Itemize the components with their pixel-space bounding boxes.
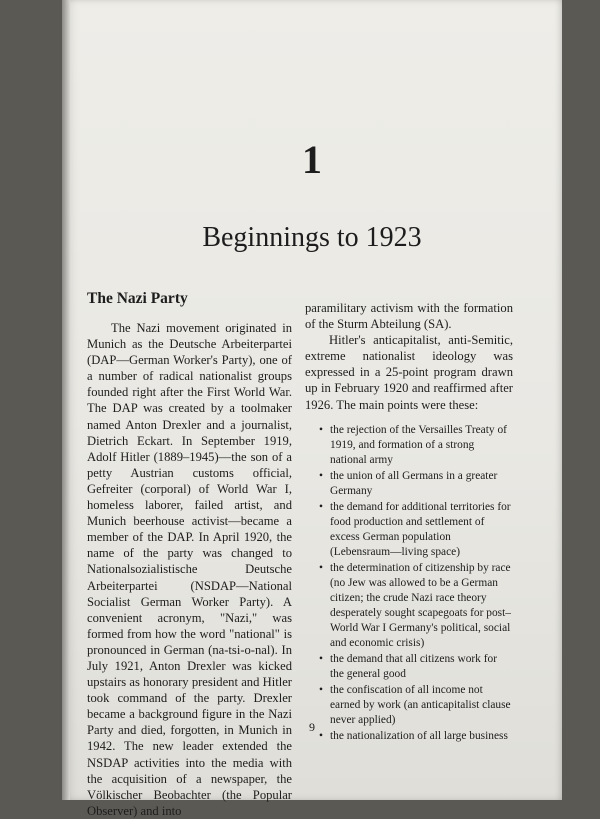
body-paragraph: Hitler's anticapitalist, anti-Semitic, extreme nationalist ideology was expressed in a 25-point program drawn up in February 1920 and reaffirmed after 1926. The main points were these:: [305, 333, 513, 412]
list-item: • the demand that all citizens work for the general good: [319, 652, 513, 682]
chapter-number: 1: [302, 137, 322, 182]
list-item: • the nationalization of all large business: [319, 729, 513, 744]
list-item: • the demand for additional territories for food production and settlement of excess German population (Lebensraum—living space): [319, 500, 513, 560]
continued-paragraph: paramilitary activism with the formation of the Sturm Abteilung (SA).: [305, 301, 513, 332]
list-item: • the rejection of the Versailles Treaty of 1919, and formation of a strong national army: [319, 423, 513, 468]
list-item: • the determination of citizenship by race (no Jew was allowed to be a German citizen; the crude Nazi race theory desperately sought scapegoats for post–World War I Germany's political, social and economic crisis): [319, 561, 513, 651]
program-points-list: [305, 423, 513, 744]
left-column: [87, 290, 292, 819]
chapter-title: Beginnings to 1923: [202, 222, 422, 253]
section-heading: The Nazi Party: [87, 290, 188, 307]
book-page: [62, 0, 562, 818]
right-column: [305, 300, 513, 745]
body-paragraph: The Nazi movement originated in Munich as the Deutsche Arbeiterpartei (DAP—German Worker's Party), one of a number of radical nationalist groups founded right after the First World War. The DAP was created by a toolmaker named Anton Drexler and a journalist, Dietrich Eckart. In September 1919, Adolf Hitler (1889–1945)—the son of a petty Austrian customs official, Gefreiter (corporal) of World War I, homeless laborer, failed artist, and Munich beerhouse activist—became a member of the DAP. In April 1920, the name of the party was changed to Nationalsozialistische Deutsche Arbeiterpartei (NSDAP—National Socialist German Worker Party). A convenient acronym, "Nazi," was formed from how the word "national" is pronounced in German (na-tsi-o-nal). In July 1921, Anton Drexler was kicked upstairs as honorary president and Hitler took command of the party. Drexler became a background figure in the Nazi Party and died, forgotten, in Munich in 1942. The new leader extended the NSDAP activities into the media with the acquisition of a newspaper, the Völkischer Beobachter (the Popular Observer) and into: [87, 321, 292, 818]
page-gutter: [62, 0, 70, 800]
list-item: • the confiscation of all income not earned by work (an anticapitalist clause never applied): [319, 683, 513, 728]
list-item: • the union of all Germans in a greater Germany: [319, 469, 513, 499]
page-number: 9: [309, 720, 315, 734]
